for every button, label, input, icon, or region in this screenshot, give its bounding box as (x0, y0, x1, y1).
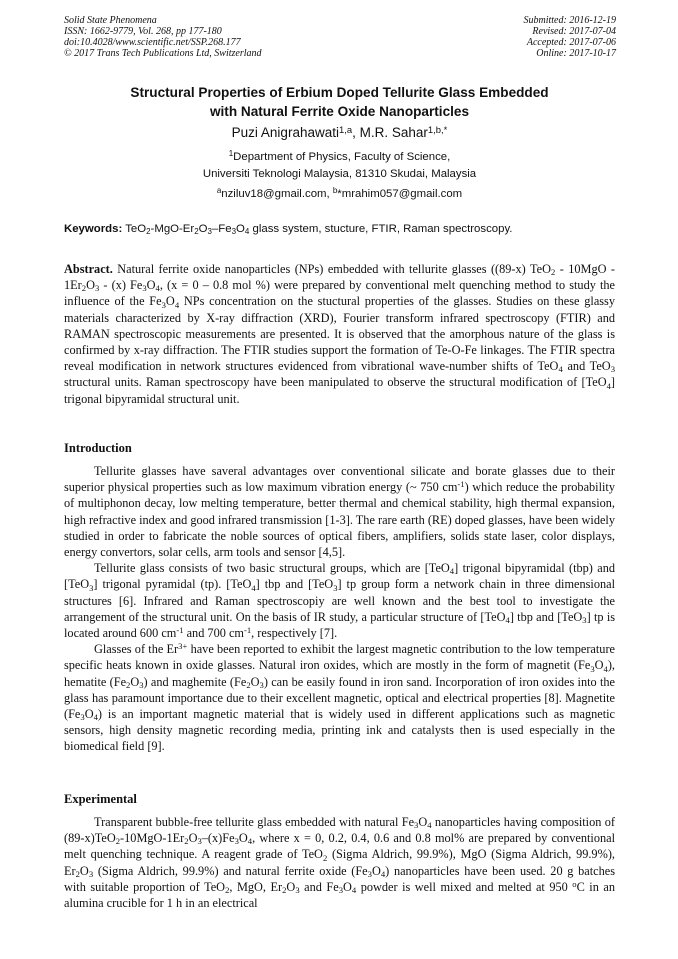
subscript: 2 (194, 226, 199, 236)
subscript: 3 (139, 679, 144, 690)
introduction-heading: Introduction (64, 441, 132, 455)
subscript: 3 (161, 299, 166, 310)
introduction-paragraph-3 (64, 641, 615, 754)
journal-issn: ISSN: 1662-9779, Vol. 268, pp 177-180 (64, 26, 222, 37)
subscript: 3 (590, 663, 595, 674)
email-b: *mrahim057@gmail.com (337, 188, 463, 200)
keywords-text: O (198, 223, 208, 235)
abstract-text: O (165, 294, 175, 309)
paragraph-text: C in an alumina crucible for 1 h in an electrical (64, 879, 615, 911)
subscript: 2 (282, 884, 287, 895)
email-a: nziluv18@gmail.com, (221, 188, 333, 200)
author-1: Puzi Anigrahawati (231, 125, 339, 140)
subscript: 4 (351, 884, 357, 895)
subscript: 4 (449, 566, 455, 577)
subscript: 3 (338, 884, 343, 895)
subscript: 2 (75, 868, 80, 879)
paragraph-text: , respectively [7]. (251, 626, 338, 641)
abstract-text: and TeO (562, 359, 611, 374)
affiliation-line-2: Universiti Teknologi Malaysia, 81310 Skudai, Malaysia (202, 168, 477, 180)
paragraph-text: Transparent bubble-free tellurite glass embedded with natural Fe (94, 815, 415, 829)
subscript: 3 (197, 836, 202, 847)
subscript: 4 (380, 868, 386, 879)
paragraph-text: , MgO, Er (229, 879, 283, 894)
paragraph-text: ] tp group form a network chain in three dimensional structures [6]. Infrared and Raman spectroscopiy are well known and the best tool to investigate the arrangement of the structural unit. On the basis of IR study, a particular structure of [TeO (64, 577, 615, 624)
paragraph-text: ) which reduce the probability of multiphonon decay, low melting temperature, better thermal and chemical stability, high thermal expansion, high refractive index and good infrared transmission [1-3]. The rare earth (RE) doped glasses, have been widely studied in order to fabricate the noble sources of optical fibers, amplifiers, solids state laser, color displays, energy convertors, solar cells, arm tools and sensor [4,5]. (64, 480, 616, 560)
subscript: 3 (142, 283, 147, 294)
experimental-paragraph-1 (64, 814, 615, 911)
paragraph-text: ] tbp and [TeO (255, 577, 334, 592)
subscript: 3 (207, 226, 212, 236)
subscript: 3 (80, 712, 85, 723)
paper-title (64, 83, 615, 121)
subscript: 4 (606, 380, 611, 391)
subscript: 3 (231, 226, 237, 236)
paragraph-text: O (418, 815, 428, 829)
email-a-sup: a (216, 186, 222, 196)
subscript: 3 (414, 820, 419, 831)
subscript: 3 (88, 868, 94, 879)
subscript: 2 (225, 884, 230, 895)
publication-dates (524, 15, 617, 59)
date-revised: Revised: 2017-07-04 (532, 26, 616, 37)
subscript: 3 (582, 614, 587, 625)
abstract (64, 261, 615, 407)
paragraph-text: and 700 cm (183, 626, 244, 641)
date-accepted: Accepted: 2017-07-06 (526, 37, 616, 48)
affiliation (64, 149, 615, 183)
keywords-text: -MgO-Er (150, 223, 195, 235)
paragraph-text: ] tp is located around 600 cm (64, 609, 616, 641)
subscript: 2 (115, 836, 121, 847)
abstract-text: O (146, 278, 156, 293)
author-emails (64, 186, 615, 202)
keywords-text: –Fe (211, 223, 232, 235)
subscript: 4 (174, 299, 180, 310)
subscript: 4 (603, 663, 608, 674)
paragraph-text: O (84, 707, 94, 722)
abstract-text: ] trigonal bipyramidal structural unit. (64, 375, 615, 406)
paragraph-text: O (130, 674, 140, 689)
abstract-text: - (x) Fe (99, 278, 143, 293)
paragraph-text: -10MgO-1Er (120, 831, 185, 846)
subscript: 3 (89, 582, 94, 593)
subscript: 4 (427, 820, 432, 831)
title-line-2: with Natural Ferrite Oxide Nanoparticles (209, 104, 470, 119)
journal-doi: doi:10.4028/www.scientific.net/SSP.268.177 (64, 37, 241, 48)
title-line-1: Structural Properties of Erbium Doped Tellurite Glass Embedded (130, 85, 549, 100)
paragraph-text: (Sigma Aldrich, 99.9%) and natural ferrite oxide (Fe (93, 863, 368, 878)
abstract-text: - 10MgO - 1Er (64, 262, 615, 293)
superscript: o (572, 878, 577, 889)
subscript: 2 (146, 226, 151, 236)
journal-info (64, 15, 262, 59)
paragraph-text: (Sigma Aldrich, 99.9%), MgO (Sigma Aldrich, 99.9%), Er (64, 847, 615, 878)
experimental-section (64, 814, 615, 911)
date-submitted: Submitted: 2016-12-19 (523, 15, 616, 26)
paragraph-text: Tellurite glasses have saveral advantages over conventional silicate and borate glasses due to their superior physical properties such as low maximum vibration energy (~ 750 cm (64, 464, 615, 495)
subscript: 4 (505, 614, 510, 625)
keywords (64, 221, 615, 237)
subscript: 3 (259, 679, 264, 690)
paragraph-text: ) is an important magnetic material that is widely used in different applications such as magnetic sensors, high density magnetic recording media, printing ink and catalysts then is used especially in the biomedical field [9]. (64, 707, 615, 754)
journal-copyright: © 2017 Trans Tech Publications Ltd, Switzerland (64, 48, 262, 59)
paragraph-text: ) can be easily found in iron sand. Incorporation of iron oxides into the glass has paramount importance due to their excellent magnetic, optical and electrical properties [8]. Magnetite (Fe (64, 674, 615, 722)
date-online: Online: 2017-10-17 (536, 48, 616, 59)
superscript: -1 (457, 479, 465, 490)
subscript: 2 (246, 679, 251, 690)
superscript: 3+ (178, 641, 188, 652)
paragraph-text: O (594, 658, 604, 673)
keywords-text: O (236, 223, 245, 235)
paragraph-text: ) nanoparticles have been used. 20 g batches with suitable proportion of TeO (64, 863, 616, 894)
abstract-text: structural units. Raman spectroscopy have been manipulated to observe the structural modification of [TeO (64, 375, 607, 390)
abstract-text: O (86, 278, 95, 293)
paragraph-text: O (188, 831, 198, 846)
author-1-sup: 1,a (338, 124, 353, 136)
subscript: 4 (155, 283, 160, 294)
keywords-text: glass system, stucture, FTIR, Raman spectroscopy. (249, 223, 513, 235)
paragraph-text: and Fe (299, 879, 339, 894)
abstract-text: NPs concentration on the stuctural properties of the glasses. Studies on these glassy materials characterized by X-ray diffraction (XRD), Fourier transform infrared spectroscopy (FTIR) and RAMAN spectroscopic measurements are presented. It is observed that the amorphous nature of the glass is confirmed by x-ray diffraction. The FTIR studies support the formation of Te-O-Fe linkages. The FTIR spectra reveal modification in network structures evidenced from vibrational wave-number shifts of TeO (64, 294, 615, 374)
abstract-text: , (x = 0 – 0.8 mol %) were prepared by conventional melt quenching method to study the influence of the Fe (64, 278, 616, 309)
paragraph-text: ) and maghemite (Fe (143, 674, 247, 689)
affiliation-line-1: Department of Physics, Faculty of Science, (233, 151, 451, 163)
subscript: 4 (93, 712, 98, 723)
superscript: -1 (243, 625, 252, 636)
subscript: 3 (295, 884, 300, 895)
subscript: 4 (251, 582, 256, 593)
introduction-paragraph-2 (64, 560, 615, 641)
author-2-sup: 1,b,* (427, 124, 448, 136)
subscript: 4 (558, 364, 563, 375)
introduction-paragraph-1 (64, 463, 615, 560)
subscript: 2 (81, 283, 87, 294)
author-separator: , (352, 125, 360, 140)
paragraph-text: Glasses of the Er (94, 642, 179, 657)
keywords-label: Keywords: (64, 223, 123, 235)
paragraph-text: O (343, 879, 352, 894)
paragraph-text: , where x = 0, 0.2, 0.4, 0.6 and 0.8 mol% are prepared by conventional melt quenching technique. A reagent grade of TeO (64, 831, 615, 862)
introduction-section (64, 463, 615, 755)
paragraph-text: ] trigonal pyramidal (tp). [TeO (93, 577, 252, 592)
paragraph-text: O (79, 863, 89, 878)
subscript: 3 (610, 364, 615, 375)
experimental-heading: Experimental (64, 792, 137, 806)
subscript: 2 (126, 679, 131, 690)
author-list (64, 124, 615, 142)
paragraph-text: ] trigonal bipyramidal (tbp) and [TeO (64, 561, 616, 592)
abstract-label: Abstract. (64, 262, 113, 276)
paragraph-text: ] tbp and [TeO (509, 609, 583, 624)
author-2: M.R. Sahar (359, 125, 428, 140)
paragraph-text: powder is well mixed and melted at 950 (356, 879, 573, 894)
paragraph-text: have been reported to exhibit the largest magnetic contribution to the low temperature specific heats known in oxide glasses. Natural iron oxides, which are mostly in the form of magnetit (Fe (64, 642, 615, 673)
affiliation-sup: 1 (228, 149, 234, 159)
paragraph-text: nanoparticles having composition of (89-x)TeO (64, 815, 615, 846)
paragraph-text: O (371, 863, 381, 878)
paragraph-text: O (250, 674, 260, 689)
paragraph-text: O (238, 831, 248, 846)
subscript: 2 (184, 836, 189, 847)
subscript: 3 (94, 283, 100, 294)
subscript: 3 (367, 868, 372, 879)
journal-name: Solid State Phenomena (64, 15, 157, 26)
subscript: 4 (244, 226, 250, 236)
superscript: -1 (176, 625, 184, 636)
subscript: 2 (322, 852, 328, 863)
email-b-sup: b (332, 186, 338, 196)
subscript: 3 (234, 836, 239, 847)
paragraph-text: O (286, 879, 296, 894)
paragraph-text: ), hematite (Fe (64, 658, 615, 689)
subscript: 2 (550, 267, 556, 278)
abstract-text: Natural ferrite oxide nanoparticles (NPs) embedded with tellurite glasses ((89-x) TeO (112, 262, 551, 276)
subscript: 4 (247, 836, 253, 847)
keywords-text: TeO (122, 223, 147, 235)
paragraph-text: Tellurite glass consists of two basic structural groups, which are [TeO (94, 561, 450, 576)
subscript: 3 (333, 582, 338, 593)
paragraph-text: –(x)Fe (201, 831, 235, 846)
